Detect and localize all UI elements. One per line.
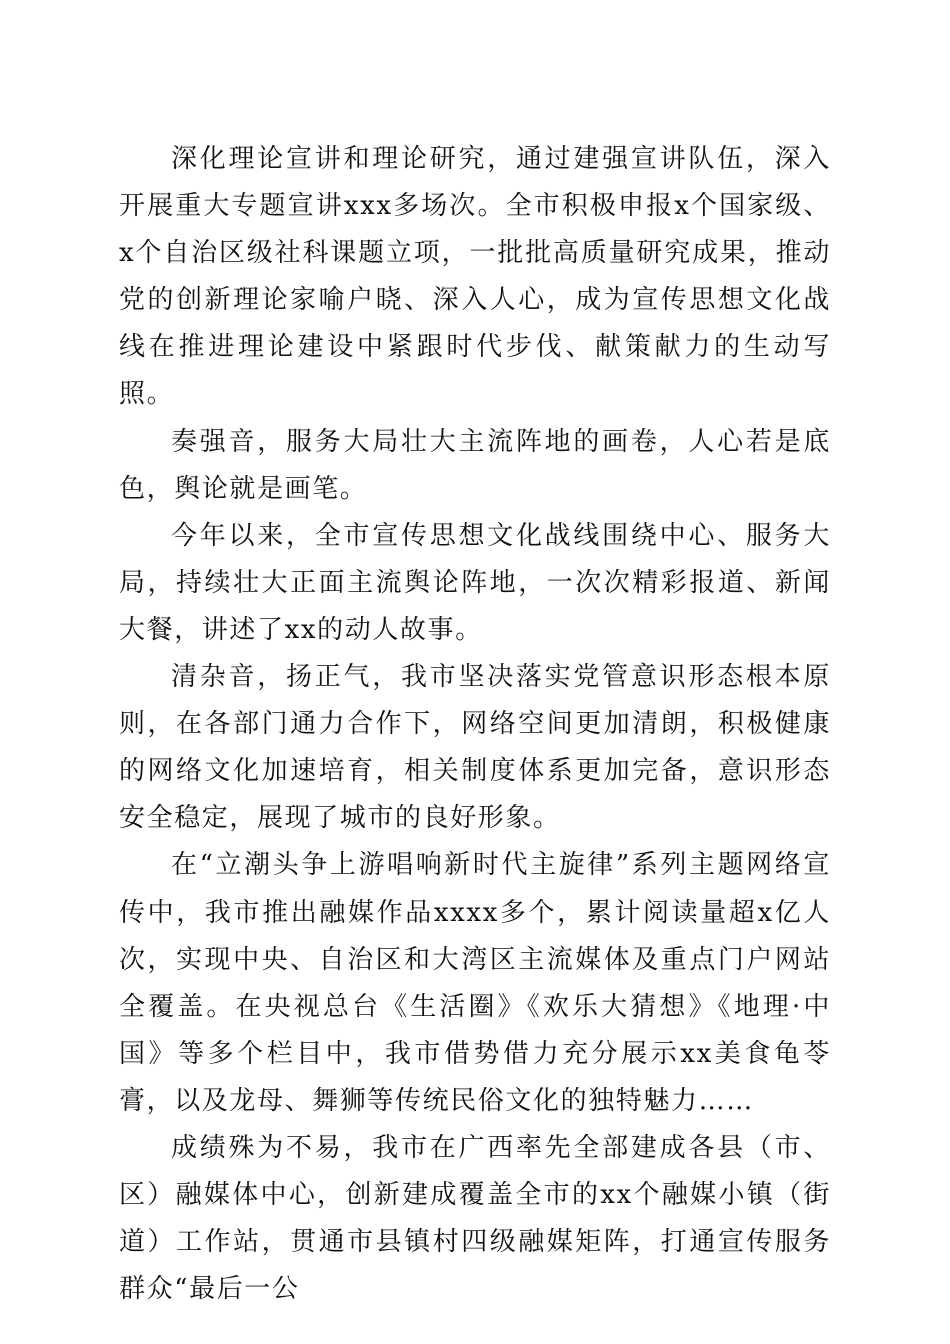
paragraph-achievements: 成绩殊为不易，我市在广西率先全部建成各县（市、区）融媒体中心，创新建成覆盖全市的xx个融媒小镇（街道）工作站，贯通市县镇村四级融媒矩阵，打通宣传服务群众“最后一公 (119, 1132, 831, 1305)
paragraph-strong-voice: 奏强音，服务大局壮大主流阵地的画卷，人心若是底色，舆论就是画笔。 (119, 426, 831, 504)
paragraph-this-year: 今年以来，全市宣传思想文化战线围绕中心、服务大局，持续壮大正面主流舆论阵地，一次次精彩报道、新闻大餐，讲述了xx的动人故事。 (119, 520, 831, 645)
paragraph-clear-noise: 清杂音，扬正气，我市坚决落实党管意识形态根本原则，在各部门通力合作下，网络空间更加清朗，积极健康的网络文化加速培育，相关制度体系更加完备，意识形态安全稳定，展现了城市的良好形象。 (119, 662, 831, 834)
paragraph-online-campaign: 在“立潮头争上游唱响新时代主旋律”系列主题网络宣传中，我市推出融媒作品xxxx多个，累计阅读量超x亿人次，实现中央、自治区和大湾区主流媒体及重点门户网站全覆盖。在央视总台《生活圈》《欢乐大猜想》《地理·中国》等多个栏目中，我市借势借力充分展示xx美食龟苓膏，以及龙母、舞狮等传统民俗文化的独特魅力…… (119, 850, 831, 1116)
document-body (119, 136, 831, 1313)
paragraph-theory-lectures: 深化理论宣讲和理论研究，通过建强宣讲队伍，深入开展重大专题宣讲xxx多场次。全市积极申报x个国家级、x个自治区级社科课题立项，一批批高质量研究成果，推动党的创新理论家喻户晓、深入人心，成为宣传思想文化战线在推进理论建设中紧跟时代步伐、献策献力的生动写照。 (119, 144, 831, 410)
